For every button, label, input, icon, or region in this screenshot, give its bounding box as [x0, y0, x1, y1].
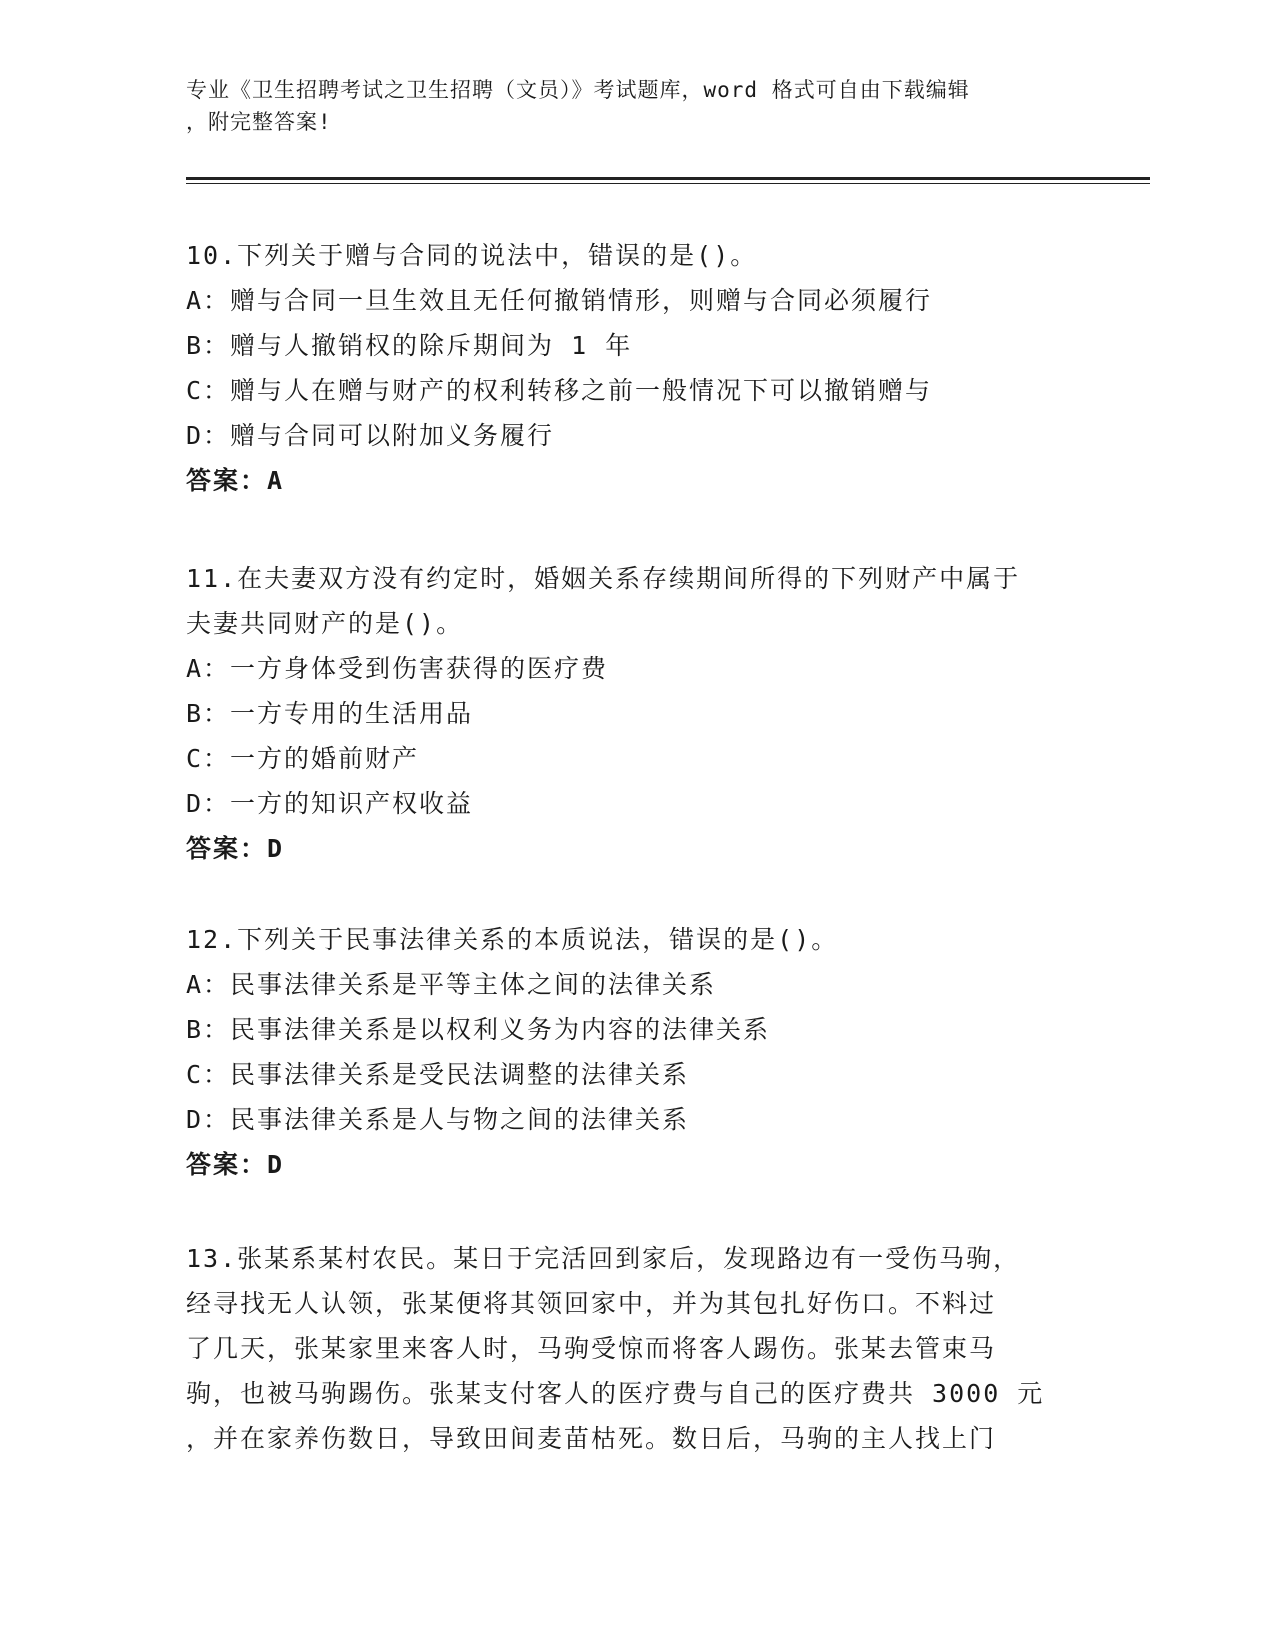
question-stem-continued: 驹，也被马驹踢伤。张某支付客人的医疗费与自己的医疗费共 3000 元: [186, 1379, 1045, 1408]
option-b: B：民事法律关系是以权利义务为内容的法律关系: [186, 1015, 771, 1044]
question-stem: 12.下列关于民事法律关系的本质说法，错误的是()。: [186, 925, 839, 954]
question-stem-continued: 夫妻共同财产的是()。: [186, 609, 464, 638]
option-d: D：一方的知识产权收益: [186, 789, 474, 818]
question-stem-continued: ，并在家养伤数日，导致田间麦苗枯死。数日后，马驹的主人找上门: [186, 1424, 997, 1453]
header-divider-thin: [186, 183, 1150, 184]
option-a: A：赠与合同一旦生效且无任何撤销情形，则赠与合同必须履行: [186, 286, 933, 315]
option-d: D：赠与合同可以附加义务履行: [186, 421, 555, 450]
question-stem: 10.下列关于赠与合同的说法中，错误的是()。: [186, 241, 758, 270]
option-d: D：民事法律关系是人与物之间的法律关系: [186, 1105, 690, 1134]
question-13: [186, 1236, 1086, 1461]
document-header: [186, 74, 1086, 138]
option-c: C：民事法律关系是受民法调整的法律关系: [186, 1060, 690, 1089]
answer: 答案：A: [186, 466, 285, 495]
option-c: C：赠与人在赠与财产的权利转移之前一般情况下可以撤销赠与: [186, 376, 933, 405]
option-b: B：赠与人撤销权的除斥期间为 1 年: [186, 331, 633, 360]
header-divider-thick: [186, 177, 1150, 180]
question-12: [186, 917, 1086, 1187]
question-11: [186, 556, 1086, 871]
answer: 答案：D: [186, 1150, 285, 1179]
question-stem-continued: 了几天，张某家里来客人时，马驹受惊而将客人踢伤。张某去管束马: [186, 1334, 997, 1363]
answer: 答案：D: [186, 834, 285, 863]
question-stem-continued: 经寻找无人认领，张某便将其领回家中，并为其包扎好伤口。不料过: [186, 1289, 997, 1318]
header-line-1: 专业《卫生招聘考试之卫生招聘（文员）》考试题库，word 格式可自由下载编辑: [186, 78, 970, 102]
question-stem: 11.在夫妻双方没有约定时，婚姻关系存续期间所得的下列财产中属于: [186, 564, 1021, 593]
option-b: B：一方专用的生活用品: [186, 699, 474, 728]
header-line-2: ，附完整答案!: [186, 110, 332, 134]
question-stem: 13.张某系某村农民。某日于完活回到家后，发现路边有一受伤马驹，: [186, 1244, 1021, 1273]
option-a: A：一方身体受到伤害获得的医疗费: [186, 654, 609, 683]
option-a: A：民事法律关系是平等主体之间的法律关系: [186, 970, 717, 999]
question-10: [186, 233, 1086, 503]
option-c: C：一方的婚前财产: [186, 744, 420, 773]
